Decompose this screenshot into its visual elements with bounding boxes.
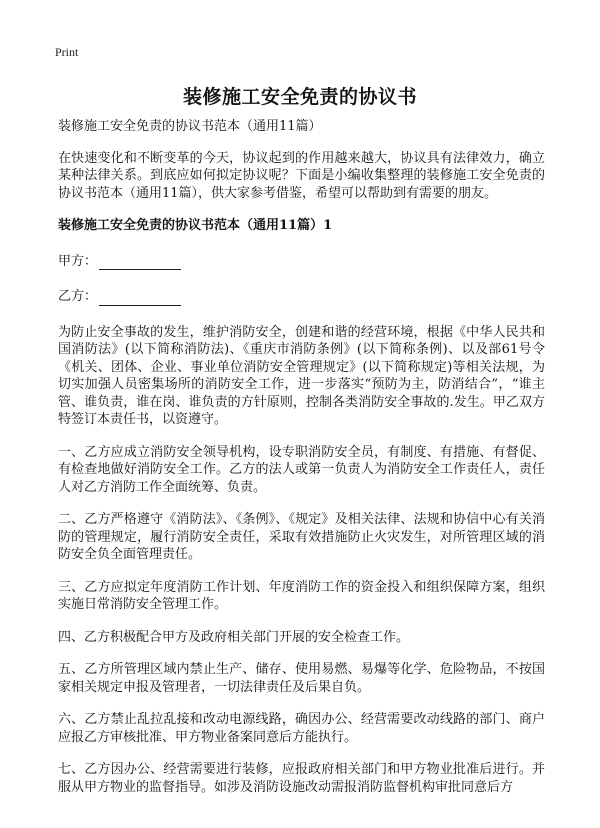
clause-6: 六、乙方禁止乱拉乱接和改动电源线路，确因办公、经营需要改动线路的部门、商户应报乙方审核批准、甲方物业备案同意后方能执行。 [58,712,545,745]
clause-2: 二、乙方严格遵守《消防法》、《条例》、《规定》及相关法律、法规和协信中心有关消防的管理规定，履行消防安全责任，采取有效措施防止火灾发生，对所管理区域的消防安全负全面管理责任。 [58,512,545,562]
party-a-line [58,253,545,271]
party-b-label: 乙方： [58,289,98,304]
document-title: 装修施工安全免责的协议书 [182,86,417,108]
print-link[interactable]: Print [55,45,79,59]
party-b-line [58,288,545,306]
clause-4: 四、乙方积极配合甲方及政府相关部门开展的安全检查工作。 [58,629,410,645]
clause-3: 三、乙方应拟定年度消防工作计划、年度消防工作的资金投入和组织保障方案，组织实施日常消防安全管理工作。 [58,579,545,612]
party-a-blank [99,257,181,270]
body-paragraph: 为防止安全事故的发生，维护消防安全，创建和谐的经营环境，根据《中华人民共和国消防法》(以下简称消防法)、《重庆市消防条例》(以下简称条例)、以及部61号令《机关、团体、企业、事业单位消防安全管理规定》(以下简称规定)等相关法规，为切实加强人员密集场所的消防安全工作，进一步落实“预防为主，防消结合”，“谁主管、谁负责，谁在岗、谁负责的方针原则，控制各类消防安全事故的.发生。甲乙双方特签订本责任书，以资遵守。 [58,324,545,427]
intro-paragraph: 在快速变化和不断变革的今天，协议起到的作用越来越大，协议具有法律效力，确立某种法律关系。到底应如何拟定协议呢？下面是小编收集整理的装修施工安全免责的协议书范本（通用11篇），供大家参考借鉴，希望可以帮助到有需要的朋友。 [58,150,545,201]
clause-5: 五、乙方所管理区域内禁止生产、储存、使用易燃、易爆等化学、危险物品，不按国家相关规定申报及管理者，一切法律责任及后果自负。 [58,662,545,695]
document-body [58,118,545,811]
party-a-label: 甲方： [58,253,98,269]
section-heading: 装修施工安全免责的协议书范本（通用11篇）1 [58,218,333,233]
clause-1: 一、乙方应成立消防安全领导机构，设专职消防安全员，有制度、有措施、有督促、有检查地做好消防安全工作。乙方的法人或第一负责人为消防安全工作责任人，责任人对乙方消防工作全面统筹、负责。 [58,444,545,495]
document-subtitle: 装修施工安全免责的协议书范本（通用11篇） [58,119,322,134]
party-b-blank [99,293,181,306]
clause-7: 七、乙方因办公、经营需要进行装修，应报政府相关部门和甲方物业批准后进行。并服从甲方物业的监督指导。如涉及消防设施改动需报消防监督机构审批同意后方 [58,762,545,795]
